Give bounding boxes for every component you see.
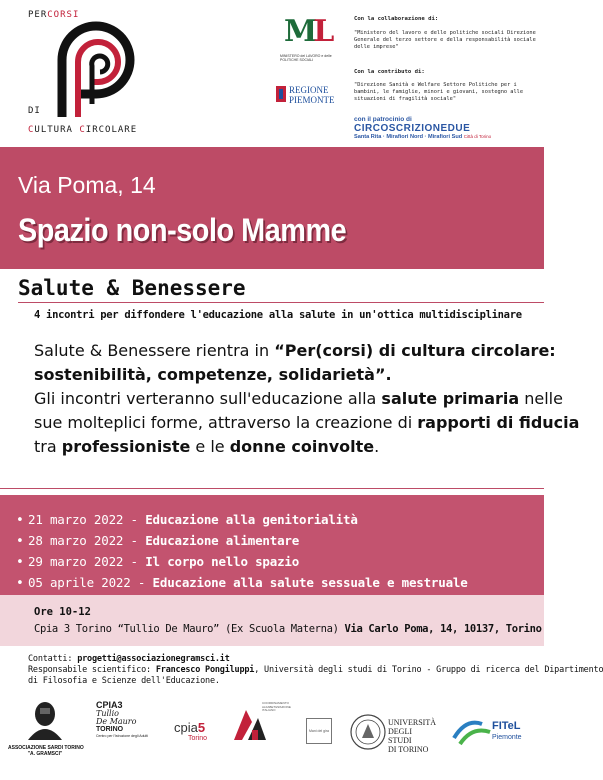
event-date: 28 marzo 2022 -: [28, 533, 146, 548]
patrocinio-heading: con il patrocinio di: [354, 116, 412, 123]
cpia5-mark: [174, 720, 224, 735]
logo-top-prefix: PER: [28, 10, 48, 20]
cpia5-city: Torino: [188, 735, 208, 742]
cpia3-line2: De Mauro: [96, 717, 137, 726]
body-l3b: salute primaria: [381, 389, 520, 408]
body-paragraph: [34, 339, 580, 459]
collaborazione-text: "Ministero del lavoro e delle politiche sociali Direzione Generale del terzo settore e della responsabilità sociale delle imprese": [354, 30, 536, 50]
mani-box: [306, 718, 332, 744]
logo-c2: C: [79, 125, 86, 135]
mani-label: Mani del gira: [308, 729, 330, 733]
events-band: [0, 495, 544, 595]
circoscrizione-sub: [354, 134, 491, 140]
event-item: • 28 marzo 2022 - Educazione alimentare: [16, 533, 300, 549]
cpia5-number: 5: [197, 720, 206, 735]
banner-title: Spazio non-solo Mamme: [18, 212, 347, 248]
ministero-l: L: [313, 14, 331, 49]
coordinamento-logo: [228, 700, 291, 760]
circoscrizione-city: Città di Torino: [463, 134, 492, 139]
body-l2b: sostenibilità, competenze, solidarietà”.: [34, 365, 392, 384]
contacts-email-row: [28, 654, 534, 665]
contributo-heading: Con la contributo di:: [354, 69, 425, 75]
body-l5e: .: [374, 437, 380, 456]
events-list: [16, 510, 468, 594]
unito-line3: DI TORINO: [388, 745, 429, 754]
event-date: 21 marzo 2022 -: [28, 512, 146, 527]
contacts-label: Contatti:: [28, 654, 78, 664]
cpia3-title: CPIA3: [96, 700, 123, 710]
venue-name: Cpia 3 Torino “Tullio De Mauro” (Ex Scuola Materna): [34, 623, 345, 635]
collaborazione-heading: Con la collaborazione di:: [354, 16, 439, 22]
gramsci-portrait-icon: [8, 700, 82, 740]
body-l1a: Salute & Benessere rientra in: [34, 341, 275, 360]
cpia5-name: cpia: [174, 720, 198, 735]
venue-address: Via Carlo Poma, 14, 10137, Torino: [344, 623, 542, 635]
event-item: • 05 aprile 2022 - Educazione alla salute sessuale e mestruale: [16, 575, 468, 591]
logo-w2: IRCOLARE: [85, 125, 138, 135]
logo-w1: ULTURA: [34, 125, 80, 135]
body-l4b: rapporti di fiducia: [417, 413, 580, 432]
cpia3-line1: Tullio: [96, 709, 119, 718]
body-divider: [0, 488, 544, 489]
regione-flag-icon: [276, 86, 286, 102]
regione-piemonte-logo: [276, 84, 340, 106]
contacts-resp-row: [28, 665, 603, 676]
unito-line1: UNIVERSITÀ: [388, 718, 436, 727]
event-item: • 29 marzo 2022 - Il corpo nello spazio: [16, 554, 300, 570]
body-l5a: tra: [34, 437, 62, 456]
body-line-3: [34, 387, 563, 411]
unito-seal-icon: [350, 714, 386, 750]
event-title: Il corpo nello spazio: [145, 554, 300, 569]
cpia5-logo: [174, 720, 224, 780]
body-l5b: professioniste: [61, 437, 191, 456]
logo-top-suffix: CORSI: [47, 10, 80, 20]
mani-logo: [306, 718, 334, 778]
percorsi-logo: [22, 8, 172, 136]
logo-top-text: [28, 10, 79, 20]
fitel-mark-icon: [452, 716, 492, 746]
unito-text: [388, 718, 436, 754]
section-divider: [18, 302, 544, 303]
cpia3-line3: TORINO: [96, 726, 124, 733]
body-l3c: nelle: [519, 389, 563, 408]
body-l3a: Gli incontri verteranno sull'educazione alla: [34, 389, 382, 408]
event-date: 05 aprile 2022 -: [28, 575, 153, 590]
venue-band: [0, 595, 544, 646]
regione-line1: REGIONE: [289, 85, 329, 95]
unito-logo: [350, 714, 434, 774]
ministero-ml-letters: [284, 14, 330, 49]
body-line-1: [34, 339, 556, 363]
regione-line2: PIEMONTE: [289, 95, 335, 105]
regione-text: [289, 85, 335, 105]
event-time: Ore 10-12: [34, 606, 91, 618]
circoscrizione-name: CIRCOSCRIZIONEDUE: [354, 123, 471, 134]
section-title: Salute & Benessere: [18, 276, 246, 300]
event-title: Educazione alla genitorialità: [145, 512, 358, 527]
logo-di-text: DI: [28, 106, 41, 116]
logo-c1: C: [28, 125, 35, 135]
contributo-text: "Direzione Sanità e Welfare Settore Politiche per i bambini, le famiglie, minori e giovani, sostegno alle situazioni di fragilità sociale": [354, 82, 524, 102]
coordinamento-label: COORDINAMENTO ALFABETIZZAZIONE ITALIANO: [262, 701, 291, 712]
banner-address: Via Poma, 14: [18, 172, 156, 198]
ministero-m: M: [284, 14, 314, 49]
fitel-name: FITeL: [492, 720, 521, 732]
title-banner: [0, 147, 544, 269]
body-l1b: “Per(corsi) di cultura circolare:: [274, 341, 556, 360]
circoscrizione-areas: Santa Rita · Mirafiori Nord · Mirafiori Sud: [354, 134, 463, 140]
resp-affiliation: , Università degli studi di Torino - Gruppo di ricerca del Dipartimento: [254, 665, 603, 675]
event-venue: [34, 623, 542, 635]
body-line-5: [34, 435, 534, 459]
gramsci-logo: [8, 700, 82, 760]
unito-line2: DEGLI STUDI: [388, 727, 412, 745]
resp-name: Francesco Pongiluppi: [155, 665, 255, 675]
fitel-region: Piemonte: [492, 734, 522, 741]
fitel-logo: [452, 716, 540, 776]
percorsi-p-mark-icon: [48, 22, 148, 122]
gramsci-label-1: ASSOCIAZIONE SARDI TORINO: [8, 745, 84, 751]
resp-department: di Filosofia e Scienze dell'Educazione.: [28, 676, 220, 686]
body-line-4: [34, 411, 580, 435]
event-item: • 21 marzo 2022 - Educazione alla genitorialità: [16, 512, 358, 528]
ministero-caption: MINISTERO del LAVORO e delle POLITICHE SOCIALI: [280, 54, 332, 62]
event-title: Educazione alla salute sessuale e mestruale: [152, 575, 468, 590]
resp-label: Responsabile scientifico:: [28, 665, 156, 675]
cpia3-logo: [96, 700, 156, 760]
event-title: Educazione alimentare: [145, 533, 300, 548]
ministero-logo: [280, 14, 332, 64]
body-l5c: e le: [190, 437, 230, 456]
event-date: 29 marzo 2022 -: [28, 554, 146, 569]
contacts-block: [28, 654, 603, 687]
body-l5d: donne coinvolte: [229, 437, 375, 456]
logo-bottom-text: [28, 125, 137, 135]
section-subtitle: 4 incontri per diffondere l'educazione alla salute in un'ottica multidisciplinare: [34, 309, 522, 321]
gramsci-label-2: "A. GRAMSCI": [27, 751, 63, 757]
contacts-email-link[interactable]: progetti@associazionegramsci.it: [77, 654, 230, 664]
body-l4a: sue molteplici forme, attraverso la creazione di: [34, 413, 418, 432]
cpia3-caption: Centro per l'Istruzione degli Adulti: [96, 734, 149, 738]
body-line-2: [34, 363, 534, 387]
